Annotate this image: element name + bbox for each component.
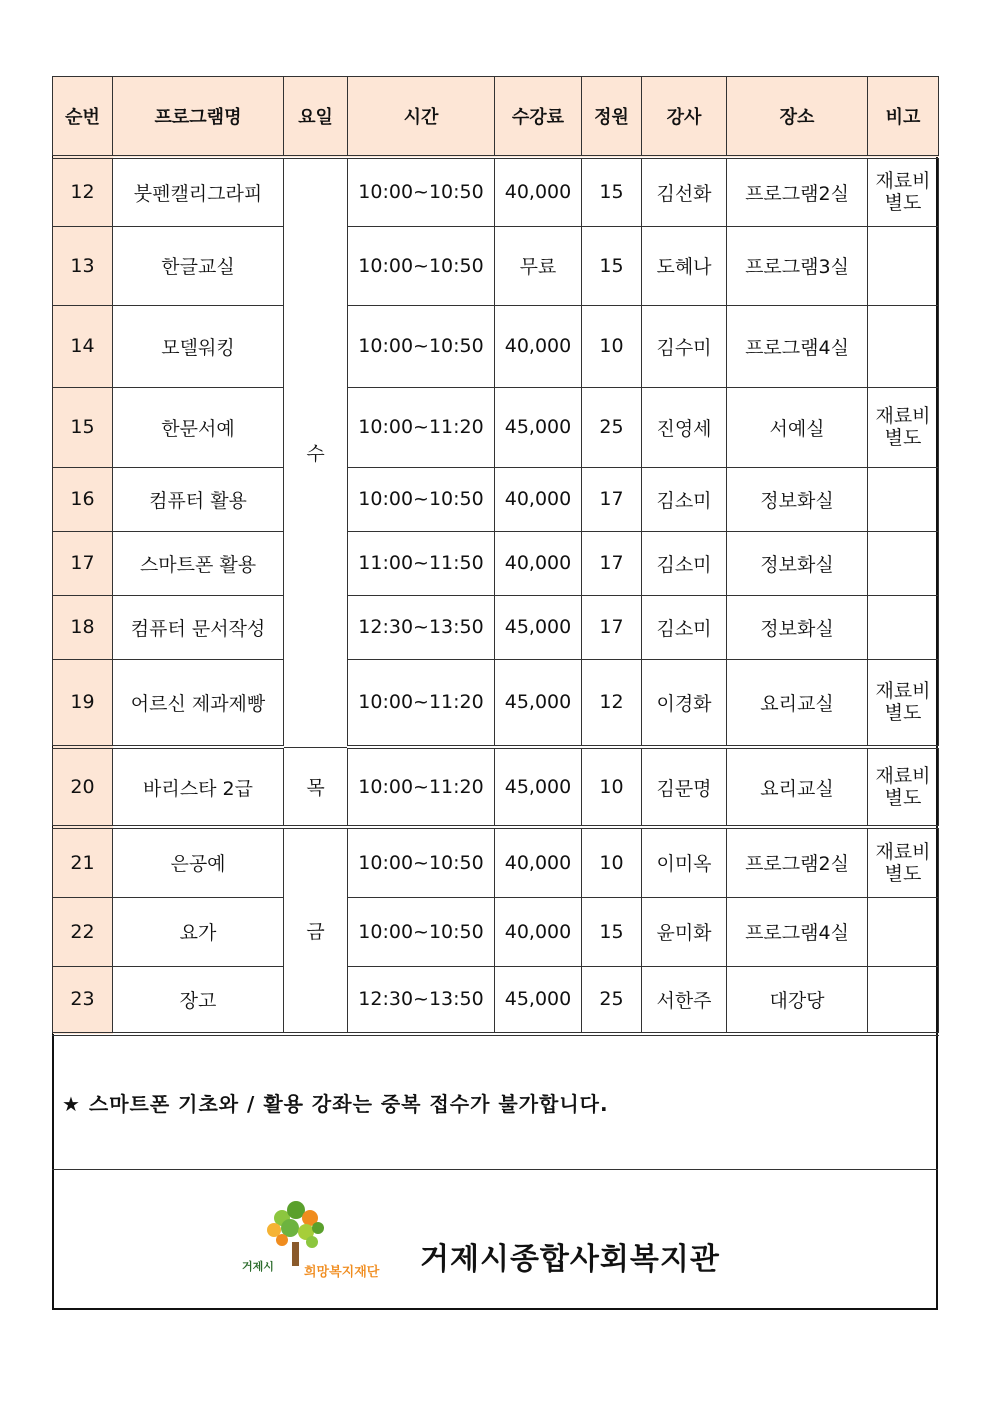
row-note — [868, 387, 939, 467]
row-place: 프로그램4실 — [727, 897, 868, 966]
header-day: 요일 — [284, 77, 348, 158]
row-program: 모델워킹 — [113, 305, 284, 387]
row-note — [868, 747, 939, 827]
row-note — [868, 966, 939, 1034]
table-row — [53, 747, 939, 827]
program-schedule-table — [52, 76, 939, 1036]
row-teacher: 이미옥 — [642, 827, 727, 897]
table-row — [53, 897, 939, 966]
note-line1: 재료비 — [875, 765, 931, 787]
row-time: 10:00~10:50 — [348, 305, 495, 387]
row-note — [868, 827, 939, 897]
table-row — [53, 531, 939, 595]
row-capacity: 10 — [582, 305, 642, 387]
row-no: 13 — [53, 226, 113, 305]
row-program: 장고 — [113, 966, 284, 1034]
row-capacity: 15 — [582, 897, 642, 966]
row-fee: 45,000 — [495, 387, 582, 467]
note-line1: 재료비 — [875, 170, 931, 193]
row-teacher: 김소미 — [642, 531, 727, 595]
row-program: 컴퓨터 활용 — [113, 467, 284, 531]
row-place: 요리교실 — [727, 747, 868, 827]
row-program: 바리스타 2급 — [113, 747, 284, 827]
table-row — [53, 226, 939, 305]
row-program: 은공예 — [113, 827, 284, 897]
row-capacity: 15 — [582, 226, 642, 305]
note-line2: 별도 — [884, 862, 922, 885]
row-fee: 45,000 — [495, 595, 582, 659]
table-row — [53, 305, 939, 387]
day-wednesday: 수 — [284, 157, 348, 747]
row-teacher: 이경화 — [642, 659, 727, 747]
header-fee: 수강료 — [495, 77, 582, 158]
table-header-row — [53, 77, 939, 158]
row-fee: 40,000 — [495, 467, 582, 531]
row-time: 10:00~10:50 — [348, 157, 495, 226]
note-line1: 재료비 — [875, 405, 931, 427]
row-no: 14 — [53, 305, 113, 387]
table-row — [53, 595, 939, 659]
row-capacity: 25 — [582, 966, 642, 1034]
row-place: 프로그램2실 — [727, 827, 868, 897]
row-fee: 40,000 — [495, 827, 582, 897]
row-note — [868, 157, 939, 226]
row-teacher: 윤미화 — [642, 897, 727, 966]
row-time: 10:00~10:50 — [348, 897, 495, 966]
row-fee: 45,000 — [495, 659, 582, 747]
table-row — [53, 827, 939, 897]
header-note: 비고 — [868, 77, 939, 158]
row-no: 16 — [53, 467, 113, 531]
table-row — [53, 157, 939, 226]
row-time: 10:00~10:50 — [348, 827, 495, 897]
row-capacity: 12 — [582, 659, 642, 747]
header-place: 장소 — [727, 77, 868, 158]
row-place: 대강당 — [727, 966, 868, 1034]
row-program: 한글교실 — [113, 226, 284, 305]
row-note — [868, 897, 939, 966]
row-program: 스마트폰 활용 — [113, 531, 284, 595]
table-row — [53, 387, 939, 467]
note-line2: 별도 — [884, 427, 922, 449]
row-program: 한문서예 — [113, 387, 284, 467]
header-capacity: 정원 — [582, 77, 642, 158]
row-time: 11:00~11:50 — [348, 531, 495, 595]
row-capacity: 17 — [582, 467, 642, 531]
row-program: 요가 — [113, 897, 284, 966]
header-program: 프로그램명 — [113, 77, 284, 158]
header-teacher: 강사 — [642, 77, 727, 158]
row-teacher: 진영세 — [642, 387, 727, 467]
row-note — [868, 659, 939, 747]
header-time: 시간 — [348, 77, 495, 158]
row-fee: 40,000 — [495, 897, 582, 966]
row-time: 10:00~10:50 — [348, 226, 495, 305]
row-place: 정보화실 — [727, 595, 868, 659]
row-no: 17 — [53, 531, 113, 595]
row-capacity: 10 — [582, 747, 642, 827]
row-no: 20 — [53, 747, 113, 827]
row-no: 19 — [53, 659, 113, 747]
row-note — [868, 595, 939, 659]
row-fee: 40,000 — [495, 305, 582, 387]
row-no: 18 — [53, 595, 113, 659]
row-place: 프로그램4실 — [727, 305, 868, 387]
row-note — [868, 226, 939, 305]
row-fee: 무료 — [495, 226, 582, 305]
day-thursday: 목 — [284, 747, 348, 827]
note-line2: 별도 — [884, 787, 922, 809]
row-program: 컴퓨터 문서작성 — [113, 595, 284, 659]
note-line1: 재료비 — [875, 680, 931, 703]
row-place: 요리교실 — [727, 659, 868, 747]
row-no: 21 — [53, 827, 113, 897]
row-place: 프로그램3실 — [727, 226, 868, 305]
table-row — [53, 966, 939, 1034]
logo-foundation-text: 희망복지재단 — [304, 1265, 380, 1280]
row-place: 정보화실 — [727, 531, 868, 595]
row-fee: 40,000 — [495, 157, 582, 226]
row-no: 12 — [53, 157, 113, 226]
note-line1: 재료비 — [875, 840, 931, 863]
row-no: 22 — [53, 897, 113, 966]
notice-text: ★ 스마트폰 기초와 / 활용 강좌는 중복 접수가 불가합니다. — [62, 1092, 609, 1116]
row-teacher: 도혜나 — [642, 226, 727, 305]
row-note — [868, 305, 939, 387]
row-note — [868, 467, 939, 531]
row-program: 붓펜캘리그라피 — [113, 157, 284, 226]
table-row — [53, 659, 939, 747]
row-note — [868, 531, 939, 595]
tree-icon — [267, 1201, 324, 1266]
footer-divider — [52, 1169, 938, 1170]
row-time: 10:00~11:20 — [348, 659, 495, 747]
row-time: 10:00~11:20 — [348, 387, 495, 467]
row-capacity: 17 — [582, 531, 642, 595]
day-friday: 금 — [284, 827, 348, 1034]
header-no: 순번 — [53, 77, 113, 158]
row-teacher: 김수미 — [642, 305, 727, 387]
row-time: 12:30~13:50 — [348, 595, 495, 659]
organization-name: 거제시종합사회복지관 — [420, 1242, 720, 1277]
foundation-logo — [238, 1196, 398, 1288]
row-capacity: 25 — [582, 387, 642, 467]
row-time: 10:00~10:50 — [348, 467, 495, 531]
row-capacity: 15 — [582, 157, 642, 226]
logo-city-text: 거제시 — [242, 1260, 274, 1273]
row-time: 12:30~13:50 — [348, 966, 495, 1034]
row-time: 10:00~11:20 — [348, 747, 495, 827]
note-line2: 별도 — [884, 192, 922, 215]
row-capacity: 17 — [582, 595, 642, 659]
row-no: 23 — [53, 966, 113, 1034]
row-no: 15 — [53, 387, 113, 467]
row-place: 프로그램2실 — [727, 157, 868, 226]
table-row — [53, 467, 939, 531]
row-teacher: 김소미 — [642, 595, 727, 659]
row-teacher: 김선화 — [642, 157, 727, 226]
row-capacity: 10 — [582, 827, 642, 897]
row-teacher: 서한주 — [642, 966, 727, 1034]
row-place: 서예실 — [727, 387, 868, 467]
row-teacher: 김소미 — [642, 467, 727, 531]
row-place: 정보화실 — [727, 467, 868, 531]
note-line2: 별도 — [884, 702, 922, 725]
row-fee: 45,000 — [495, 966, 582, 1034]
row-program: 어르신 제과제빵 — [113, 659, 284, 747]
row-fee: 45,000 — [495, 747, 582, 827]
row-fee: 40,000 — [495, 531, 582, 595]
row-teacher: 김문명 — [642, 747, 727, 827]
